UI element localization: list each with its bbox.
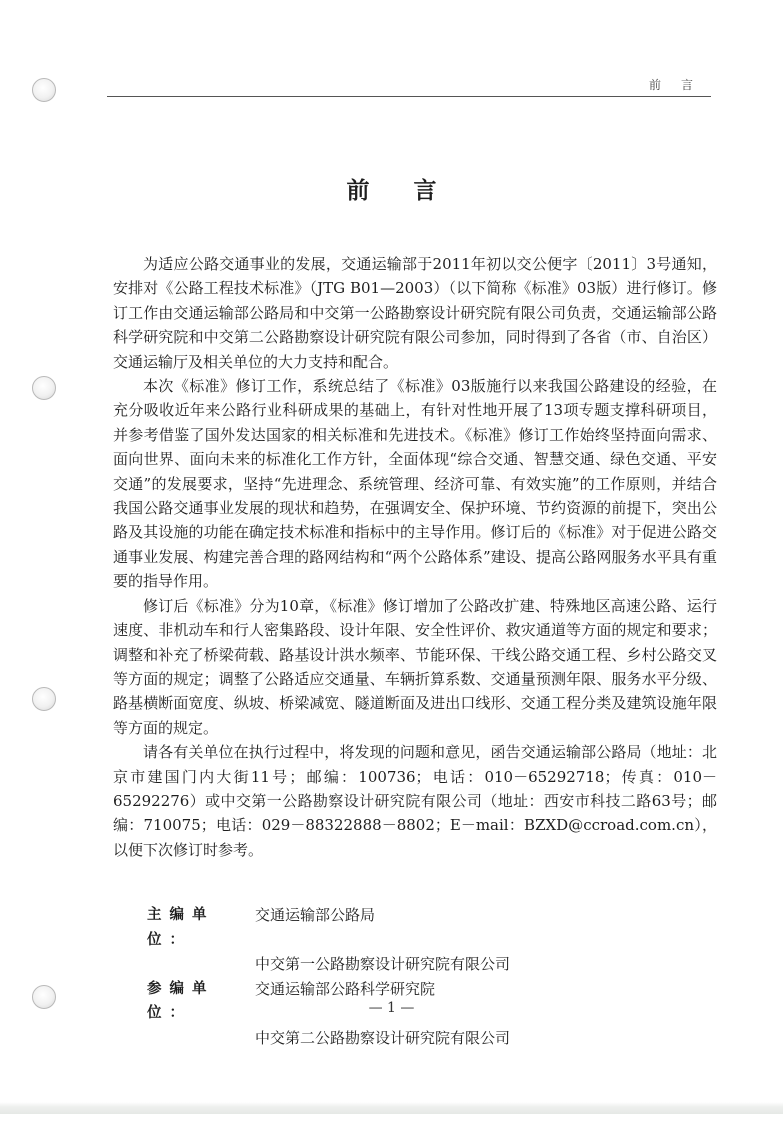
header-rule bbox=[107, 96, 711, 97]
participant-editor-row bbox=[147, 1026, 510, 1051]
editors-block bbox=[147, 903, 510, 1050]
chief-editor-unit: 交通运输部公路局 bbox=[255, 906, 376, 924]
participant-editor-label: 参编单位： bbox=[147, 980, 215, 1021]
paragraph: 修订后《标准》分为10章，《标准》修订增加了公路改扩建、特殊地区高速公路、运行速度、非机动车和行人密集路段、设计年限、安全性评价、救灾通道等方面的规定和要求；调整和补充了桥梁荷载、路基设计洪水频率、节能环保、干线公路交通工程、乡村公路交叉等方面的规定；调整了公路适应交通量、车辆折算系数、交通量预测年限、服务水平分级、路基横断面宽度、纵坡、桥梁减宽、隧道断面及进出口线形、交通工程分类及建筑设施年限等方面的规定。 bbox=[113, 596, 717, 737]
page-title: 前言 bbox=[346, 178, 481, 204]
running-head: 前言 bbox=[648, 78, 713, 92]
participant-editor-unit: 中交第二公路勘察设计研究院有限公司 bbox=[255, 1028, 511, 1047]
chief-editor-label: 主编单位： bbox=[147, 907, 215, 948]
paragraph: 本次《标准》修订工作，系统总结了《标准》03版施行以来我国公路建设的经验，在充分吸收近年来公路行业科研成果的基础上，有针对性地开展了13项专题支撑科研项目，并参考借鉴了国外发达国家的相关标准和先进技术。《标准》修订工作始终坚持面向需求、面向世界、面向未来的标准化工作方针，全面体现“综合交通、智慧交通、绿色交通、平安交通”的发展要求，坚持“先进理念、系统管理、经济可靠、有效实施”的工作原则，并结合我国公路交通事业发展的现状和趋势，在强调安全、保护环境、节约资源的前提下，突出公路及其设施的功能在确定技术标准和指标中的主导作用。修订后的《标准》对于促进公路交通事业发展、构建完善合理的路网结构和“两个公路体系”建设、提高公路网服务水平具有重要的指导作用。 bbox=[113, 377, 717, 591]
paragraph: 为适应公路交通事业的发展，交通运输部于2011年初以交公便字〔2011〕3号通知，安排对《公路工程技术标准》（JTG B01—2003）（以下简称《标准》03版）进行修订。修订工作由交通运输部公路局和中交第一公路勘察设计研究院有限公司负责，交通运输部公路科学研究院和中交第二公路勘察设计研究院有限公司参加，同时得到了各省（市、自治区）交通运输厅及相关单位的大力支持和配合。 bbox=[113, 255, 717, 371]
participant-editor-unit: 交通运输部公路科学研究院 bbox=[255, 979, 436, 998]
binder-hole bbox=[32, 687, 56, 711]
binder-hole bbox=[32, 78, 56, 102]
body-text bbox=[113, 252, 717, 862]
chief-editor-row bbox=[147, 903, 510, 952]
scan-edge bbox=[0, 1102, 783, 1114]
chief-editor-unit: 中交第一公路勘察设计研究院有限公司 bbox=[255, 955, 511, 973]
binder-hole bbox=[32, 376, 56, 400]
page-number: — 1 — bbox=[368, 1000, 415, 1016]
chief-editor-row bbox=[147, 952, 510, 977]
paragraph: 请各有关单位在执行过程中，将发现的问题和意见，函告交通运输部公路局（地址：北京市建国门内大街11号；邮编：100736；电话：010－65292718；传真：010－65292276）或中交第一公路勘察设计研究院有限公司（地址：西安市科技二路63号；邮编：710075；电话：029－88322888－8802；E－mail：BZXD@ccroad.com.cn），以便下次修订时参考。 bbox=[113, 743, 717, 859]
